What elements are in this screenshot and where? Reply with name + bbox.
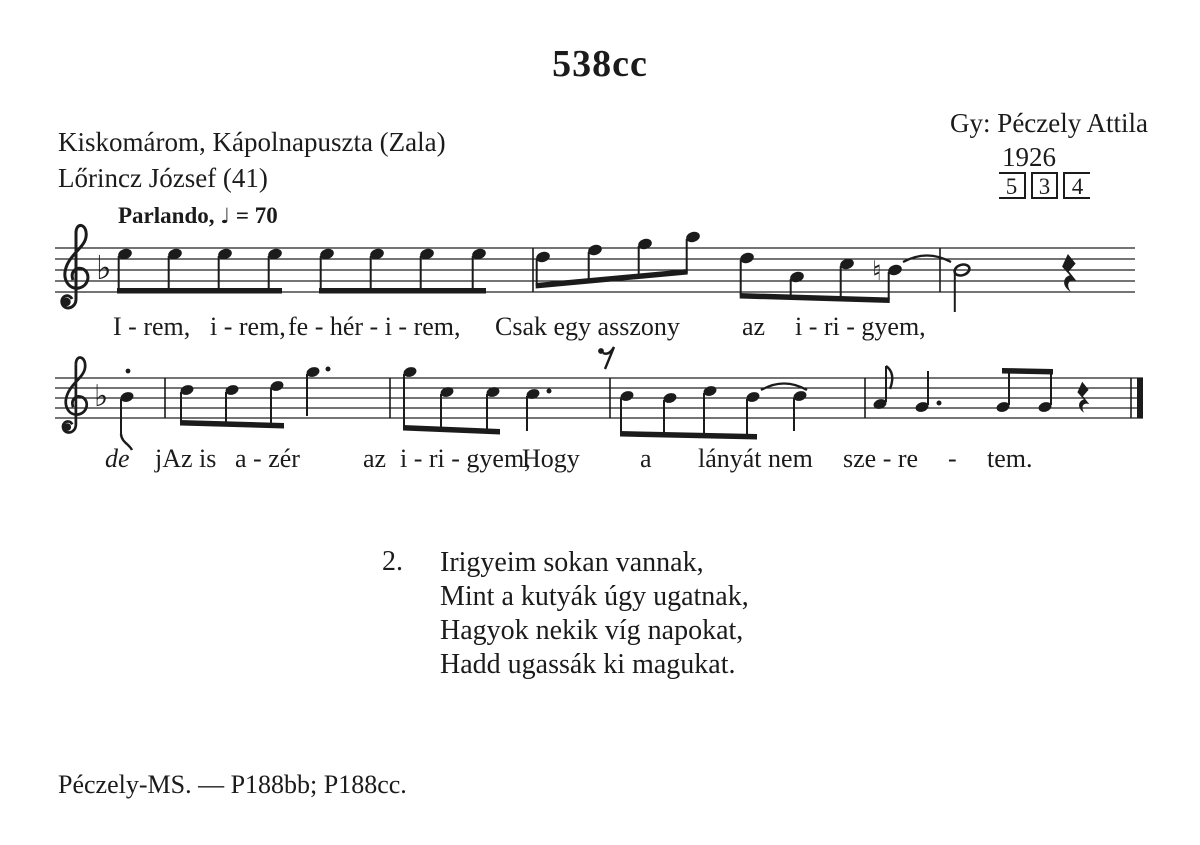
staff-2-measure-1-notes: [179, 365, 330, 428]
lyric-syllables: a: [640, 444, 652, 473]
lyric-syllables: de: [105, 444, 130, 473]
lyric-syllables: Hogy: [522, 444, 580, 473]
final-barline: [1137, 378, 1143, 418]
cadence-notation: [999, 172, 1090, 199]
piece-number: 538cc: [552, 43, 648, 85]
tie: [761, 384, 807, 391]
eighth-flag: [886, 366, 892, 389]
staff-1: [55, 225, 1135, 312]
lyric-syllables: az: [742, 312, 766, 341]
lyric-syllables: sze - re: [843, 444, 919, 473]
beam: [180, 420, 284, 429]
verse-line: Hagyok nekik víg napokat,: [440, 615, 744, 646]
lyric-syllables: jAz is: [155, 444, 217, 473]
eighth-rest-icon: [598, 347, 614, 369]
cadence-box-2: 3: [1031, 172, 1058, 199]
lyric-syllables: az: [363, 444, 387, 473]
staff-1-measure-1-notes: [117, 247, 487, 293]
verse-line: Mint a kutyák úgy ugatnak,: [440, 581, 749, 612]
beam: [403, 425, 500, 435]
lyric-syllables: i - rem,: [210, 312, 286, 341]
staff-2-measure-4-notes: [872, 366, 1089, 414]
staff-1-measure-3-notes: [953, 254, 1076, 312]
staff-1-measure-2-notes: [535, 230, 951, 303]
staff-2-lines: [55, 378, 1143, 418]
staff-2-measure-2-notes: [402, 365, 551, 434]
verse-line: Irigyeim sokan vannak,: [440, 547, 704, 578]
lyric-syllables: I - rem,: [113, 312, 191, 341]
lyric-syllables: tem.: [987, 444, 1033, 473]
lyric-syllables: i - ri - gyem,: [400, 444, 531, 473]
collector-name: Gy: Péczely Attila: [950, 108, 1148, 138]
staff-1-barlines: [533, 248, 940, 292]
tempo-value: = 70: [235, 203, 278, 228]
beam: [319, 288, 486, 294]
tempo-marking: [118, 203, 278, 229]
tie: [903, 256, 951, 263]
collection-year: 1926: [1002, 142, 1056, 172]
verse-2-text: [440, 546, 749, 682]
source-reference: Péczely-MS. — P188bb; P188cc.: [58, 770, 407, 799]
natural-sign-icon: ♮: [872, 256, 882, 287]
augmentation-dot: [937, 401, 942, 406]
lyric-syllables: fe - hér - i - rem,: [288, 312, 461, 341]
staff-2: [55, 347, 1143, 450]
verse-line: Hadd ugassák ki magukat.: [440, 649, 736, 680]
beam: [117, 288, 282, 294]
lyric-syllables: Csak egy asszony: [495, 312, 680, 341]
staff-1-lines: [55, 248, 1135, 292]
tempo-word: Parlando,: [118, 203, 215, 228]
informant-text: Lőrincz József (41): [58, 163, 268, 193]
cadence-box-1: 5: [999, 172, 1026, 199]
verse-number: 2.: [382, 546, 403, 577]
staff-2-barlines: [165, 378, 1131, 418]
lyric-syllables: lányát nem: [698, 444, 813, 473]
lyric-syllables: a - zér: [235, 444, 300, 473]
augmentation-dot: [326, 367, 331, 372]
lyric-syllables: i - ri - gyem,: [795, 312, 926, 341]
staff-2-measure-3-notes: [619, 384, 807, 440]
location-text: Kiskomárom, Kápolnapuszta (Zala): [58, 127, 446, 157]
staff-2-pickup-note: [119, 369, 134, 450]
lyric-syllables: -: [948, 444, 957, 473]
lyrics-line-2: [0, 444, 1200, 480]
cadence-box-3: 4: [1063, 172, 1090, 199]
beam: [1002, 368, 1053, 375]
lyrics-line-1: [0, 312, 1200, 348]
beam: [740, 293, 890, 303]
beam: [620, 431, 757, 440]
beam: [536, 269, 688, 289]
quarter-note-icon: ♩: [220, 204, 231, 228]
augmentation-dot: [547, 389, 552, 394]
